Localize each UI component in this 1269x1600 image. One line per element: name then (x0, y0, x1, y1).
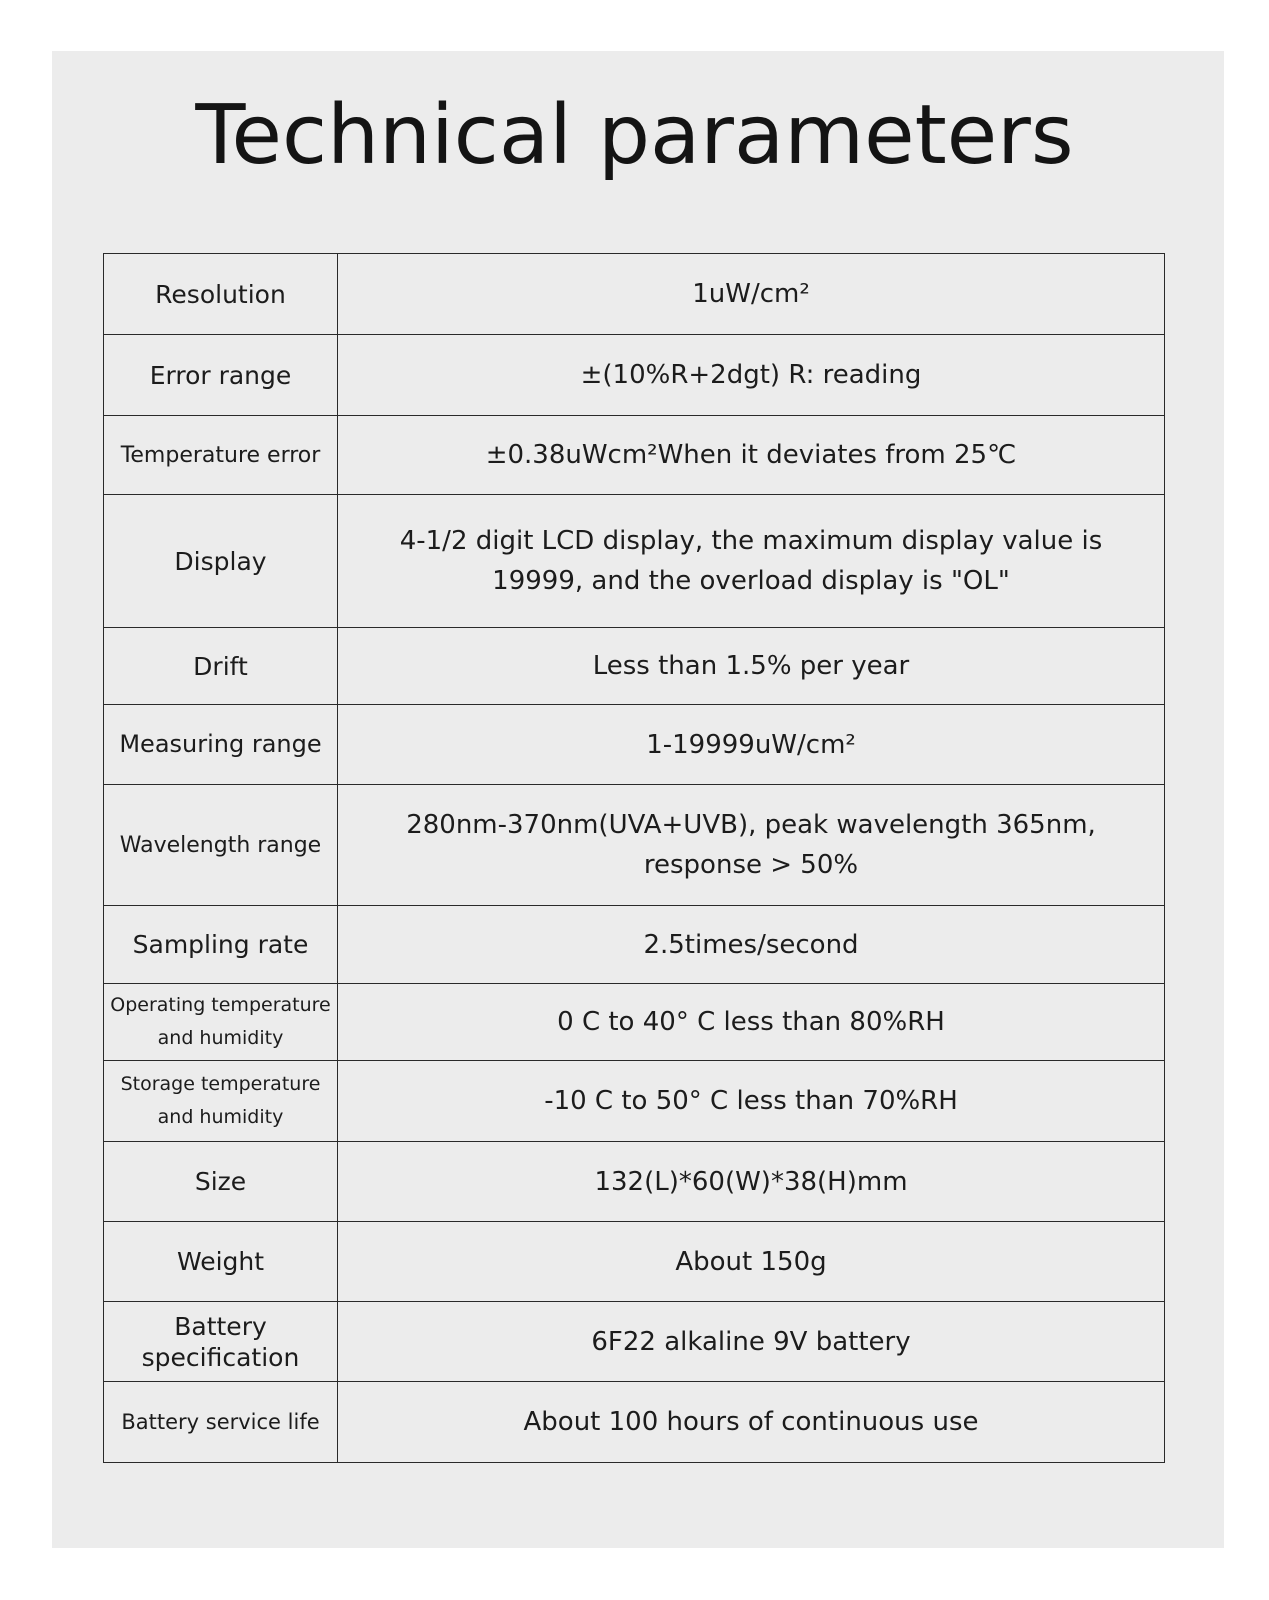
param-value-measuring-range: 1-19999uW/cm² (338, 705, 1165, 785)
param-value-error-range: ±(10%R+2dgt) R: reading (338, 335, 1165, 416)
table-row (104, 254, 1165, 335)
table-row (104, 1382, 1165, 1463)
table-row (104, 335, 1165, 416)
param-label-display: Display (104, 495, 338, 628)
param-label-weight: Weight (104, 1222, 338, 1302)
param-value-weight: About 150g (338, 1222, 1165, 1302)
param-label-battery-specification: Battery specification (104, 1302, 338, 1382)
param-label-wavelength-range: Wavelength range (104, 785, 338, 906)
table-row (104, 1142, 1165, 1222)
param-label-storage-conditions: Storage temperature and humidity (104, 1061, 338, 1142)
param-label-error-range: Error range (104, 335, 338, 416)
table-row (104, 1222, 1165, 1302)
param-value-battery-service-life: About 100 hours of continuous use (338, 1382, 1165, 1463)
param-value-size: 132(L)*60(W)*38(H)mm (338, 1142, 1165, 1222)
param-value-resolution: 1uW/cm² (338, 254, 1165, 335)
table-row (104, 785, 1165, 906)
table-row (104, 1061, 1165, 1142)
param-label-temperature-error: Temperature error (104, 416, 338, 495)
param-value-temperature-error: ±0.38uWcm²When it deviates from 25℃ (338, 416, 1165, 495)
page-title: Technical parameters (195, 88, 1074, 183)
param-value-operating-conditions: 0 C to 40° C less than 80%RH (338, 984, 1165, 1061)
param-label-measuring-range: Measuring range (104, 705, 338, 785)
param-label-drift: Drift (104, 628, 338, 705)
param-label-battery-service-life: Battery service life (104, 1382, 338, 1463)
param-value-sampling-rate: 2.5times/second (338, 906, 1165, 984)
param-value-display: 4-1/2 digit LCD display, the maximum display value is 19999, and the overload display is "OL" (338, 495, 1165, 628)
table-row (104, 495, 1165, 628)
param-value-drift: Less than 1.5% per year (338, 628, 1165, 705)
table-row (104, 906, 1165, 984)
param-value-wavelength-range: 280nm-370nm(UVA+UVB), peak wavelength 365nm, response > 50% (338, 785, 1165, 906)
param-value-storage-conditions: -10 C to 50° C less than 70%RH (338, 1061, 1165, 1142)
table-row (104, 705, 1165, 785)
table-row (104, 628, 1165, 705)
table-row (104, 1302, 1165, 1382)
parameters-table (103, 253, 1165, 1463)
table-row (104, 416, 1165, 495)
param-label-size: Size (104, 1142, 338, 1222)
param-value-battery-specification: 6F22 alkaline 9V battery (338, 1302, 1165, 1382)
param-label-operating-conditions: Operating temperature and humidity (104, 984, 338, 1061)
param-label-resolution: Resolution (104, 254, 338, 335)
param-label-sampling-rate: Sampling rate (104, 906, 338, 984)
table-row (104, 984, 1165, 1061)
